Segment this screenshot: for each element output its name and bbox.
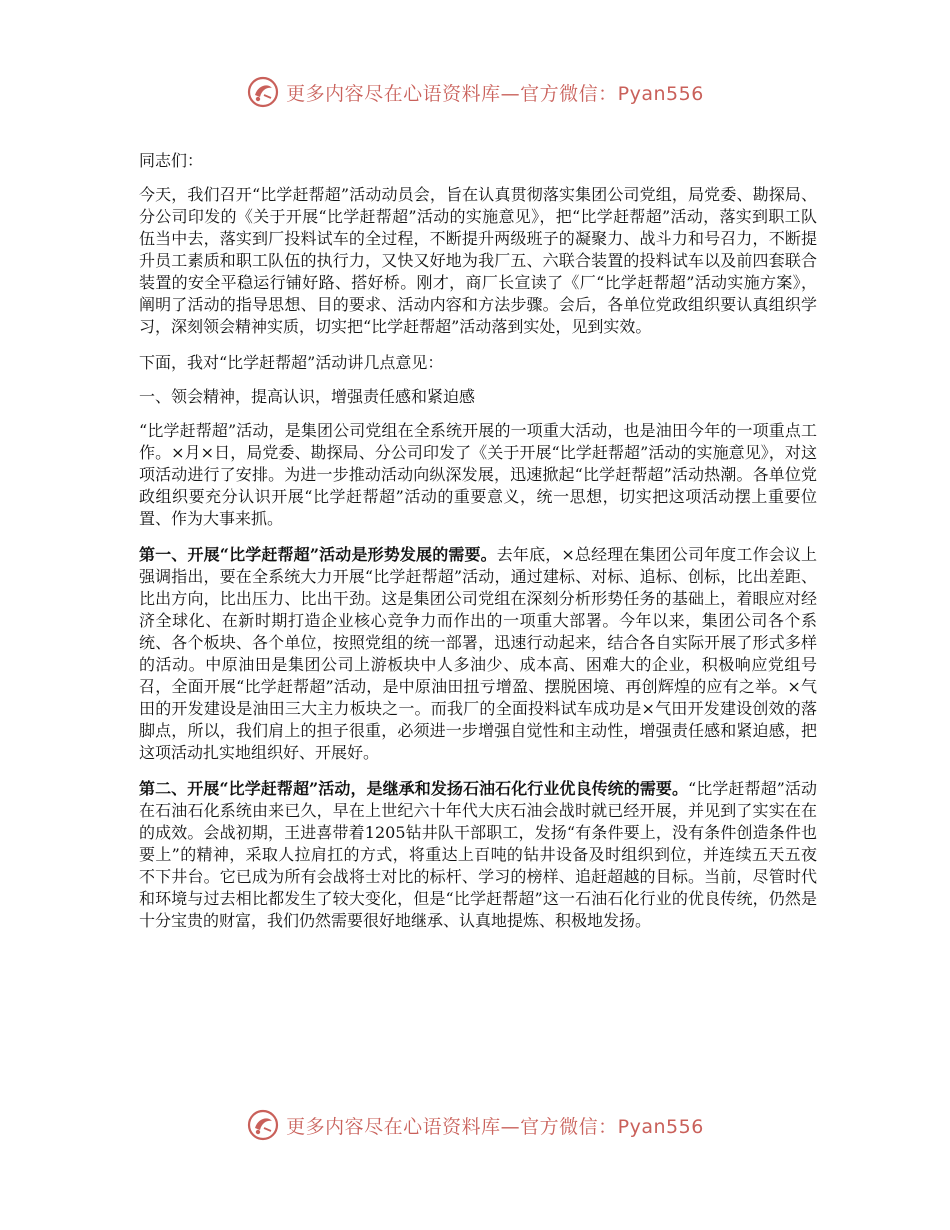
header-banner xyxy=(0,72,950,112)
point2-lead: 第二、开展“比学赶帮超”活动，是继承和发扬石油石化行业优良传统的需要。 xyxy=(139,779,689,798)
point1-lead: 第一、开展“比学赶帮超”活动是形势发展的需要。 xyxy=(139,545,497,564)
logo-icon xyxy=(246,75,280,109)
banner-text: 更多内容尽在心语资料库—官方微信：Pyan556 xyxy=(286,1115,704,1138)
logo-icon xyxy=(246,1108,280,1142)
banner-text: 更多内容尽在心语资料库—官方微信：Pyan556 xyxy=(286,82,704,105)
salutation: 同志们： xyxy=(139,151,204,170)
section-heading: 一、领会精神，提高认识，增强责任感和紧迫感 xyxy=(139,387,476,406)
footer-banner xyxy=(0,1105,950,1145)
point2-paragraph xyxy=(139,778,817,932)
document-body xyxy=(139,150,817,946)
transition-line: 下面，我对“比学赶帮超”活动讲几点意见： xyxy=(139,353,444,372)
intro-paragraph: 今天，我们召开“比学赶帮超”活动动员会，旨在认真贯彻落实集团公司党组，局党委、勘探局、分公司印发的《关于开展“比学赶帮超”活动的实施意见》，把“比学赶帮超”活动，落实到职工队伍当中去，落实到厂投料试车的全过程，不断提升两级班子的凝聚力、战斗力和号召力，不断提升员工素质和职工队伍的执行力，又快又好地为我厂五、六联合装置的投料试车以及前四套联合装置的安全平稳运行铺好路、搭好桥。刚才，商厂长宣读了《厂“比学赶帮超”活动实施方案》，阐明了活动的指导思想、目的要求、活动内容和方法步骤。会后，各单位党政组织要认真组织学习，深刻领会精神实质，切实把“比学赶帮超”活动落到实处，见到实效。 xyxy=(139,185,817,336)
point1-paragraph xyxy=(139,544,817,764)
point2-body: “比学赶帮超”活动在石油石化系统由来已久，早在上世纪六十年代大庆石油会战时就已经开展，并见到了实实在在的成效。会战初期，王进喜带着1205钻井队干部职工，发扬“有条件要上，没有条件创造条件也要上”的精神，采取人拉肩扛的方式，将重达上百吨的钻井设备及时组织到位，并连续五天五夜不下井台。它已成为所有会战将士对比的标杆、学习的榜样、追赶超越的目标。当前，尽管时代和环境与过去相比都发生了较大变化，但是“比学赶帮超”这一石油石化行业的优良传统，仍然是十分宝贵的财富，我们仍然需要很好地继承、认真地提炼、积极地发扬。 xyxy=(139,779,817,930)
section1-paragraph: “比学赶帮超”活动，是集团公司党组在全系统开展的一项重大活动，也是油田今年的一项重点工作。×月×日，局党委、勘探局、分公司印发了《关于开展“比学赶帮超”活动的实施意见》，对这项活动进行了安排。为进一步推动活动向纵深发展，迅速掀起“比学赶帮超”活动热潮。各单位党政组织要充分认识开展“比学赶帮超”活动的重要意义，统一思想，切实把这项活动摆上重要位置、作为大事来抓。 xyxy=(139,421,817,528)
point1-body: 去年底，×总经理在集团公司年度工作会议上强调指出，要在全系统大力开展“比学赶帮超”活动，通过建标、对标、追标、创标，比出差距、比出方向，比出压力、比出干劲。这是集团公司党组在深刻分析形势任务的基础上，着眼应对经济全球化、在新时期打造企业核心竞争力而作出的一项重大部署。今年以来，集团公司各个系统、各个板块、各个单位，按照党组的统一部署，迅速行动起来，结合各自实际开展了形式多样的活动。中原油田是集团公司上游板块中人多油少、成本高、困难大的企业，积极响应党组号召，全面开展“比学赶帮超”活动，是中原油田扭亏增盈、摆脱困境、再创辉煌的应有之举。×气田的开发建设是油田三大主力板块之一。而我厂的全面投料试车成功是×气田开发建设创效的落脚点，所以，我们肩上的担子很重，必须进一步增强自觉性和主动性，增强责任感和紧迫感，把这项活动扎实地组织好、开展好。 xyxy=(139,545,817,762)
